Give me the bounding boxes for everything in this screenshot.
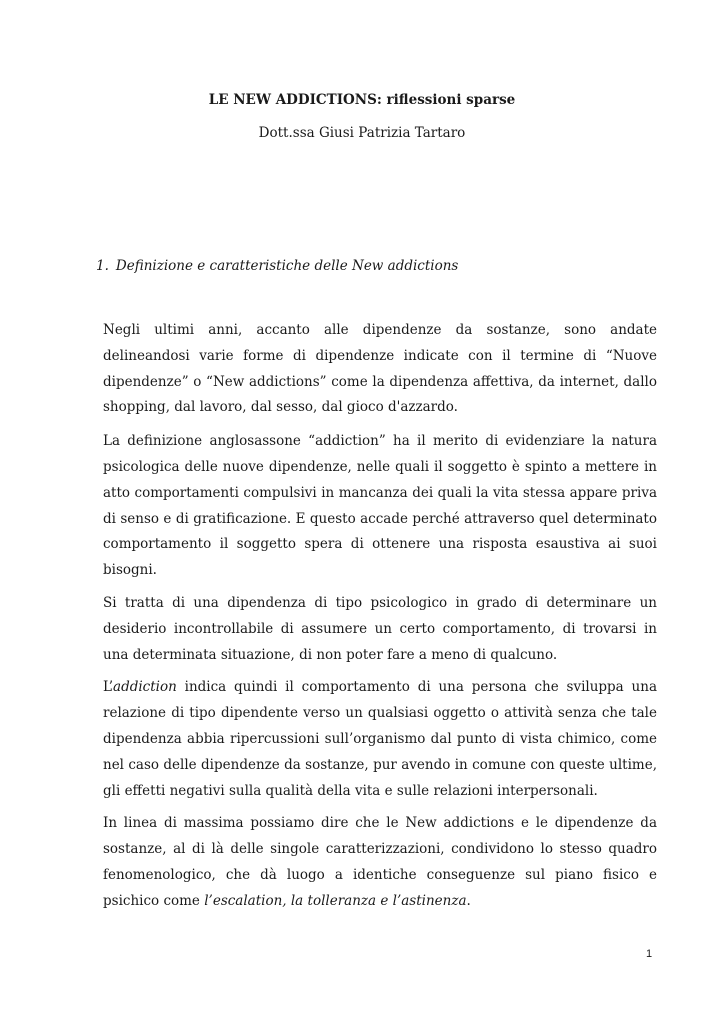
paragraph-1: Negli ultimi anni, accanto alle dipendenze da sostanze, sono andate delineandosi varie forme di dipendenze indicate con il termine di “Nuove dipendenze” o “New addictions” come la dipendenza affettiva, da internet, dallo shopping, dal lavoro, dal sesso, dal gioco d'azzardo. xyxy=(103,322,657,416)
section-number: 1. xyxy=(96,258,109,274)
paragraph-5-end: . xyxy=(466,892,471,909)
document-body xyxy=(103,318,657,922)
section-heading xyxy=(96,258,458,274)
page-number: 1 xyxy=(646,948,653,960)
paragraph-4 xyxy=(103,675,657,804)
paragraph-3: Si tratta di una dipendenza di tipo psicologico in grado di determinare un desiderio incontrollabile di assumere un certo comportamento, di trovarsi in una determinata situazione, di non poter fare a meno di qualcuno. xyxy=(103,594,657,663)
paragraph-5-text: In linea di massima possiamo dire che le New addictions e le dipendenze da sostanze, al di là delle singole caratterizzazioni, condividono lo stesso quadro fenomenologico, che dà luogo a identiche conseguenze sul piano fisico e psichico come xyxy=(103,815,657,909)
paragraph-4-italic: addiction xyxy=(113,679,177,696)
paragraph-2: La definizione anglosassone “addiction” ha il merito di evidenziare la natura psicologica delle nuove dipendenze, nelle quali il soggetto è spinto a mettere in atto comportamenti compulsivi in mancanza dei quali la vita stessa appare priva di senso e di gratificazione. E questo accade perché attraverso quel determinato comportamento il soggetto spera di ottenere una risposta esaustiva ai suoi bisogni. xyxy=(103,433,657,579)
paragraph-5-italic: l’escalation, la tolleranza e l’astinenza xyxy=(204,892,467,909)
document-title: LE NEW ADDICTIONS: riflessioni sparse xyxy=(208,92,516,108)
paragraph-4-rest: indica quindi il comportamento di una persona che sviluppa una relazione di tipo dipendente verso un qualsiasi oggetto o attività senza che tale dipendenza abbia ripercussioni sull’organismo dal punto di vista chimico, come nel caso delle dipendenze da sostanze, pur avendo in comune con queste ultime, gli effetti negativi sulla qualità della vita e sulle relazioni interpersonali. xyxy=(103,679,657,799)
section-title: Definizione e caratteristiche delle New addictions xyxy=(115,258,459,274)
paragraph-5 xyxy=(103,811,657,914)
paragraph-4-prefix: L’ xyxy=(103,679,114,696)
document-author: Dott.ssa Giusi Patrizia Tartaro xyxy=(258,125,466,141)
